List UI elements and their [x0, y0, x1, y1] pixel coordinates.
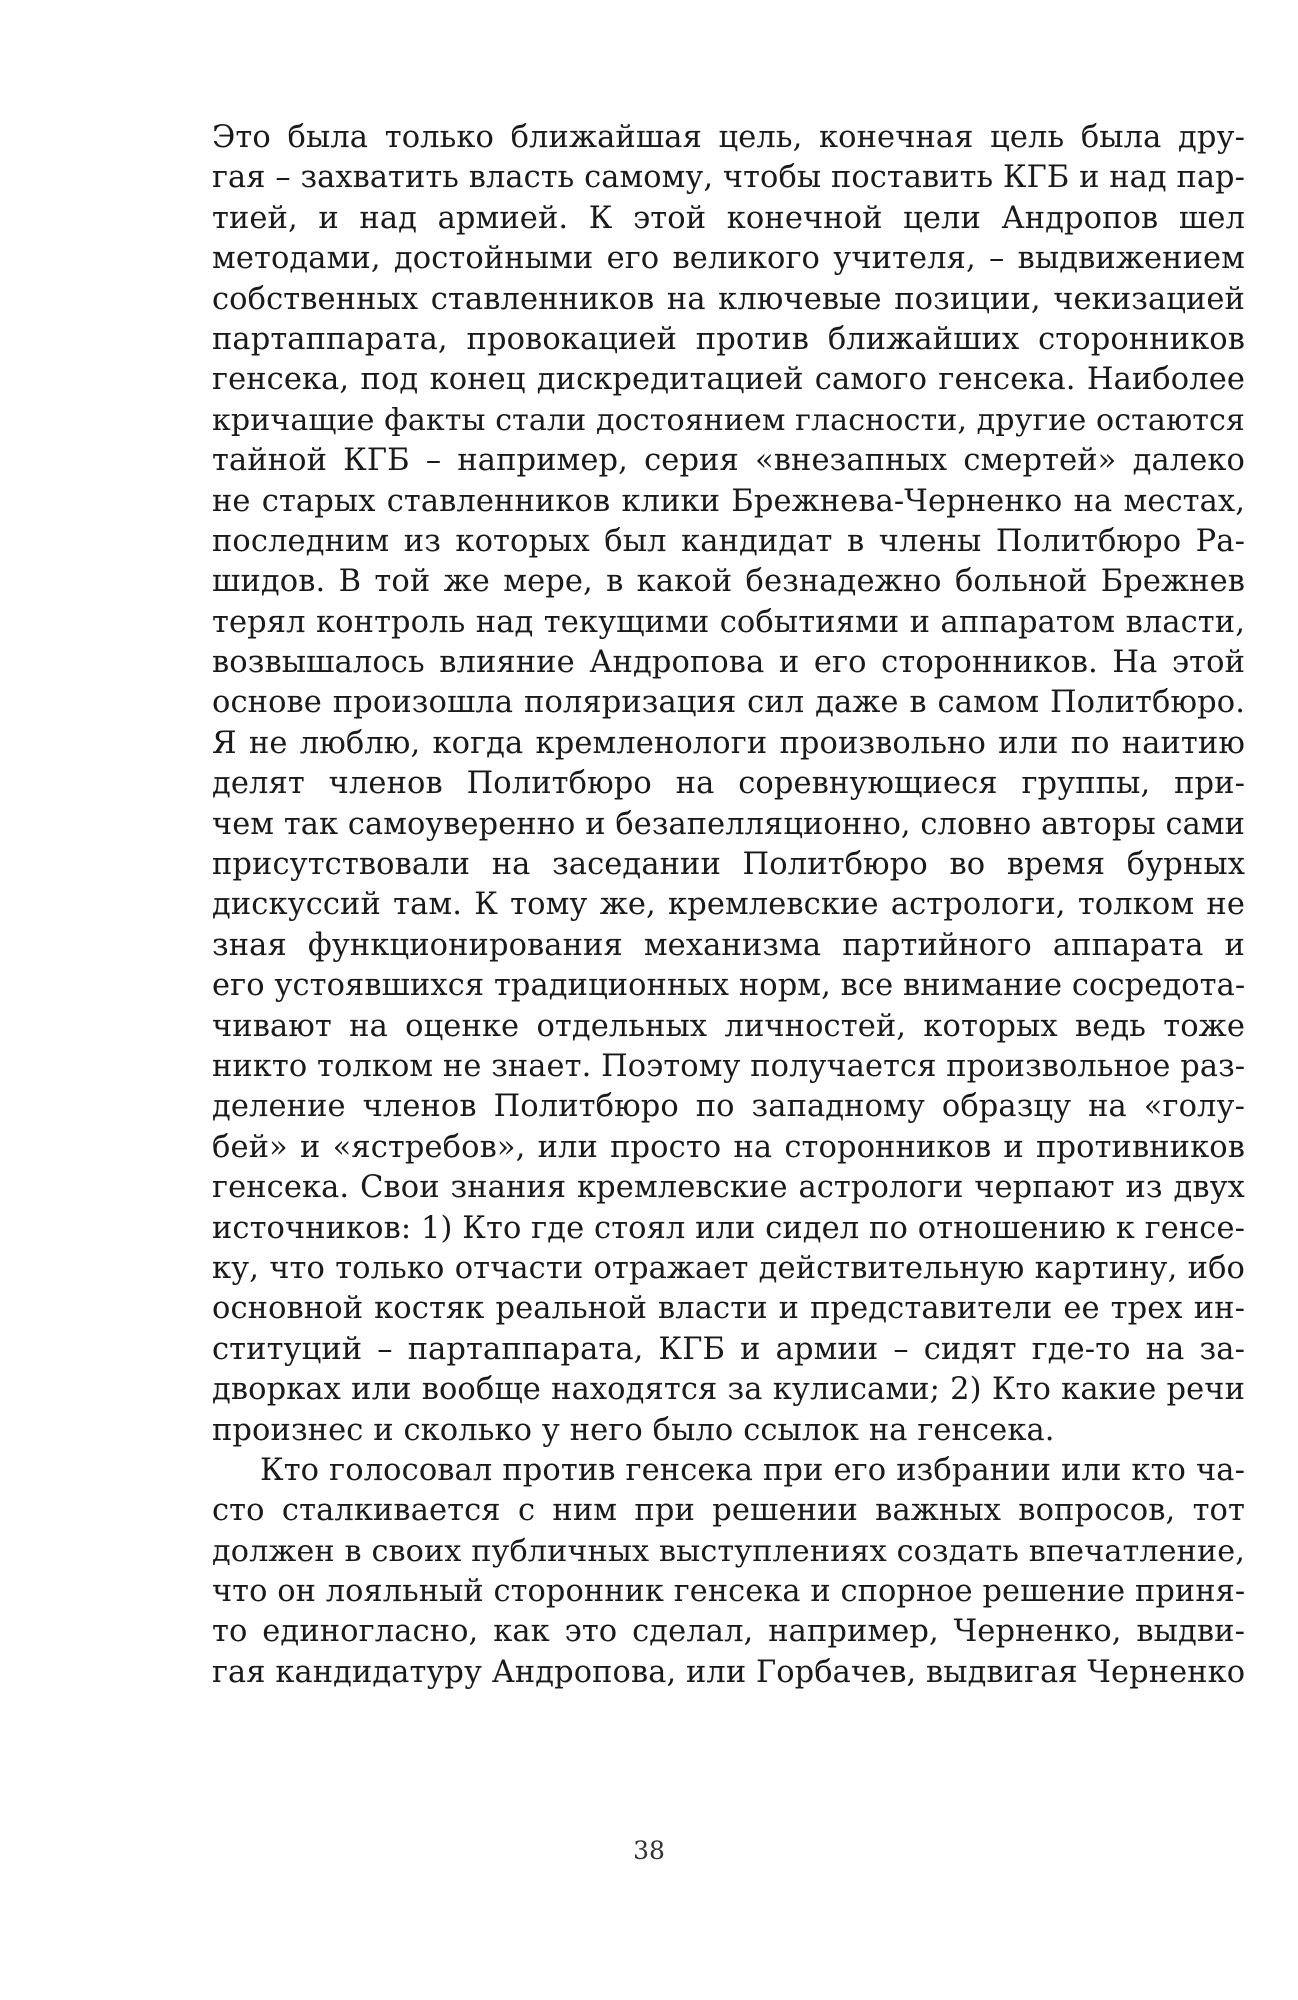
text-line: Кто голосовал против генсека при его избрании или кто ча-: [260, 1452, 1245, 1488]
text-line: гая кандидатуру Андропова, или Горбачев, выдвигая Черненко: [212, 1654, 1246, 1690]
text-line: генсека, под конец дискредитацией самого генсека. Наиболее: [212, 362, 1245, 398]
text-line: деление членов Политбюро по западному образцу на «голу-: [212, 1089, 1245, 1125]
text-line: терял контроль над текущими событиями и аппаратом власти,: [212, 604, 1245, 640]
paragraph-1: [212, 118, 1245, 1451]
paragraph-2: [212, 1451, 1245, 1693]
text-line: дискуссий там. К тому же, кремлевские астрологи, толком не: [212, 887, 1245, 923]
text-line: никто толком не знает. Поэтому получается произвольное раз-: [212, 1048, 1246, 1084]
text-line: ку, что только отчасти отражает действительную картину, ибо: [212, 1250, 1245, 1286]
text-line: его устоявшихся традиционных норм, все внимание сосредота-: [212, 968, 1246, 1004]
text-line: Это была только ближайшая цель, конечная цель была дру-: [212, 120, 1245, 155]
text-line: основной костяк реальной власти и представители ее трех ин-: [212, 1291, 1245, 1327]
text-line: последним из которых был кандидат в члены Политбюро Ра-: [212, 523, 1245, 559]
text-line: собственных ставленников на ключевые позиции, чекизацией: [212, 281, 1245, 317]
text-line: основе произошла поляризация сил даже в самом Политбюро.: [212, 685, 1245, 721]
text-line: не старых ставленников клики Брежнева-Черненко на местах,: [212, 483, 1245, 519]
text-line: что он лояльный сторонник генсека и спорное решение приня-: [212, 1574, 1246, 1610]
body-text: [212, 118, 1245, 1693]
text-line: Я не люблю, когда кремленологи произвольно или по наитию: [212, 725, 1245, 761]
text-line: присутствовали на заседании Политбюро во время бурных: [212, 847, 1245, 883]
text-line: зная функционирования механизма партийного аппарата и: [212, 927, 1245, 963]
text-line: делят членов Политбюро на соревнующиеся группы, при-: [212, 766, 1245, 802]
text-line: тией, и над армией. К этой конечной цели Андропов шел: [212, 200, 1245, 236]
text-line: чивают на оценке отдельных личностей, которых ведь тоже: [212, 1008, 1245, 1044]
text-line: гая – захватить власть самому, чтобы поставить КГБ и над пар-: [212, 160, 1245, 196]
text-line: то единогласно, как это сделал, например, Черненко, выдви-: [212, 1614, 1245, 1650]
text-line: сто сталкивается с ним при решении важных вопросов, тот: [212, 1493, 1245, 1529]
text-line: шидов. В той же мере, в какой безнадежно больной Брежнев: [212, 564, 1245, 600]
text-line: возвышалось влияние Андропова и его сторонников. На этой: [212, 645, 1245, 681]
text-line: ституций – партаппарата, КГБ и армии – сидят где-то на за-: [212, 1331, 1245, 1367]
text-line: генсека. Свои знания кремлевские астрологи черпают из двух: [212, 1170, 1245, 1206]
text-line: методами, достойными его великого учителя, – выдвижением: [212, 241, 1245, 277]
text-line: чем так самоуверенно и безапелляционно, словно авторы сами: [212, 806, 1246, 842]
text-line: бей» и «ястребов», или просто на сторонников и противников: [212, 1129, 1245, 1165]
text-line: дворках или вообще находятся за кулисами; 2) Кто какие речи: [212, 1372, 1245, 1408]
page-number: 38: [633, 1836, 665, 1865]
text-line: должен в своих публичных выступлениях создать впечатление,: [212, 1533, 1245, 1569]
text-line: тайной КГБ – например, серия «внезапных смертей» далеко: [212, 443, 1245, 479]
text-line: источников: 1) Кто где стоял или сидел по отношению к генсе-: [212, 1210, 1245, 1246]
text-line: кричащие факты стали достоянием гласности, другие остаются: [212, 402, 1245, 438]
text-line: партаппарата, провокацией против ближайших сторонников: [212, 321, 1245, 357]
text-line: произнес и сколько у него было ссылок на генсека.: [212, 1412, 1055, 1448]
